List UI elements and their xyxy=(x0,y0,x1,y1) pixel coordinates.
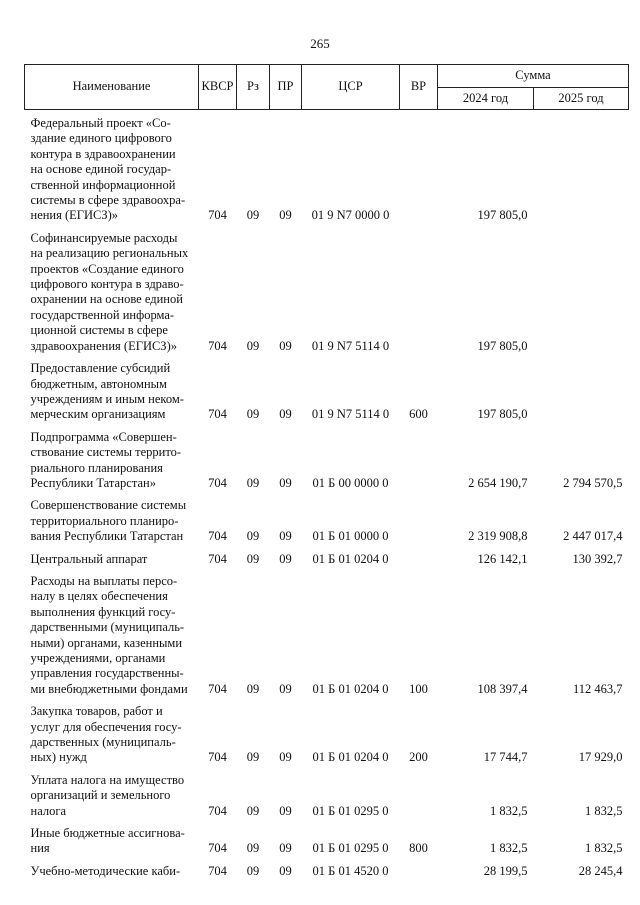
row-vr xyxy=(400,227,438,357)
row-vr xyxy=(400,860,438,882)
table-row xyxy=(25,548,629,570)
row-name: Учебно-методические каби- xyxy=(30,863,181,878)
row-kvsr: 704 xyxy=(208,551,227,566)
row-kvsr: 704 xyxy=(208,407,227,422)
row-name: Подпрограмма «Совершен- ствование системы террито- риального планирования Республики Татарстан» xyxy=(30,429,182,490)
header-pr: ПР xyxy=(270,65,302,110)
header-name: Наименование xyxy=(25,65,199,110)
row-name: Центральный аппарат xyxy=(30,551,148,566)
header-kvsr: КВСР xyxy=(199,65,237,110)
header-year-2024: 2024 год xyxy=(438,88,534,110)
table-row xyxy=(25,769,629,822)
row-kvsr: 704 xyxy=(208,841,227,856)
row-sum-2025: 17 929,0 xyxy=(578,750,623,765)
row-pr: 09 xyxy=(279,475,292,490)
row-vr xyxy=(400,110,438,227)
row-name: Уплата налога на имущество организаций и земельного налога xyxy=(30,772,185,818)
row-vr: 100 xyxy=(409,681,428,696)
row-name: Совершенствование системы территориального планиро- вания Республики Татарстан xyxy=(30,498,187,544)
row-sum-2024: 1 832,5 xyxy=(490,803,528,818)
table-row xyxy=(25,110,629,227)
row-kvsr: 704 xyxy=(208,475,227,490)
row-name: Закупка товаров, работ и услуг для обеспечения госу- дарственных (муниципаль- ных) нужд xyxy=(30,704,182,765)
budget-table xyxy=(24,64,629,882)
table-header xyxy=(25,65,629,110)
row-sum-2025: 2 794 570,5 xyxy=(563,475,623,490)
row-sum-2025: 130 392,7 xyxy=(572,551,623,566)
table-body xyxy=(25,110,629,883)
row-kvsr: 704 xyxy=(208,681,227,696)
row-csr: 01 9 N7 5114 0 xyxy=(311,338,390,353)
row-sum-2025: 1 832,5 xyxy=(585,841,623,856)
table-row xyxy=(25,700,629,769)
row-sum-2024: 1 832,5 xyxy=(490,841,528,856)
row-rz: 09 xyxy=(246,407,260,422)
table-row xyxy=(25,860,629,882)
row-sum-2024: 2 654 190,7 xyxy=(468,475,528,490)
row-csr: 01 9 N7 0000 0 xyxy=(311,208,390,223)
row-pr: 09 xyxy=(279,803,292,818)
row-csr: 01 Б 00 0000 0 xyxy=(312,475,389,490)
row-sum-2025: 112 463,7 xyxy=(572,681,623,696)
row-pr: 09 xyxy=(279,529,292,544)
row-csr: 01 Б 01 0000 0 xyxy=(312,529,389,544)
row-vr: 200 xyxy=(409,750,428,765)
row-pr: 09 xyxy=(279,750,292,765)
table-row xyxy=(25,357,629,426)
table-row xyxy=(25,494,629,547)
row-pr: 09 xyxy=(279,407,292,422)
row-kvsr: 704 xyxy=(208,803,227,818)
row-sum-2024: 2 319 908,8 xyxy=(468,529,528,544)
table-row xyxy=(25,227,629,357)
row-rz: 09 xyxy=(246,338,260,353)
row-sum-2024: 197 805,0 xyxy=(477,338,528,353)
row-name: Иные бюджетные ассигнова- ния xyxy=(30,826,185,856)
row-vr xyxy=(400,426,438,495)
row-rz: 09 xyxy=(246,208,260,223)
row-rz: 09 xyxy=(246,681,260,696)
row-pr: 09 xyxy=(279,841,292,856)
row-sum-2024: 197 805,0 xyxy=(477,407,528,422)
header-sum: Сумма xyxy=(438,65,629,88)
row-kvsr: 704 xyxy=(208,750,227,765)
table-row xyxy=(25,570,629,700)
row-name: Предоставление субсидий бюджетным, автономным учреждениям и иным неком- мерческим организациям xyxy=(30,361,184,422)
row-sum-2025: 28 245,4 xyxy=(578,863,623,878)
row-sum-2024: 17 744,7 xyxy=(483,750,528,765)
row-sum-2024: 126 142,1 xyxy=(477,551,528,566)
row-pr: 09 xyxy=(279,863,292,878)
row-kvsr: 704 xyxy=(208,208,227,223)
row-csr: 01 Б 01 0204 0 xyxy=(312,750,389,765)
header-rz: Рз xyxy=(237,65,270,110)
row-sum-2024: 197 805,0 xyxy=(477,208,528,223)
table-row xyxy=(25,426,629,495)
row-rz: 09 xyxy=(246,529,260,544)
header-csr: ЦСР xyxy=(302,65,400,110)
row-rz: 09 xyxy=(246,475,260,490)
row-csr: 01 Б 01 0295 0 xyxy=(312,841,389,856)
row-kvsr: 704 xyxy=(208,338,227,353)
row-sum-2025 xyxy=(534,227,629,357)
row-name: Расходы на выплаты персо- налу в целях обеспечения выполнения функций госу- дарственными (муниципаль- ными) органами, казенными учреждениями, органами управления государственны- ми внебюджетными фондами xyxy=(30,573,188,696)
row-pr: 09 xyxy=(279,338,292,353)
row-vr: 600 xyxy=(409,407,428,422)
header-vr: ВР xyxy=(400,65,438,110)
row-vr xyxy=(400,769,438,822)
row-vr: 800 xyxy=(409,841,428,856)
row-csr: 01 Б 01 0204 0 xyxy=(312,681,389,696)
row-kvsr: 704 xyxy=(208,863,227,878)
row-pr: 09 xyxy=(279,681,292,696)
row-pr: 09 xyxy=(279,208,292,223)
row-sum-2024: 28 199,5 xyxy=(483,863,528,878)
row-vr xyxy=(400,494,438,547)
row-rz: 09 xyxy=(246,750,260,765)
page-number: 265 xyxy=(310,36,330,51)
row-rz: 09 xyxy=(246,551,260,566)
row-rz: 09 xyxy=(246,803,260,818)
row-csr: 01 Б 01 0295 0 xyxy=(312,803,389,818)
row-name: Софинансируемые расходы на реализацию региональных проектов «Создание единого цифрового контура в здраво- охранении на основе единой государственной информа- ционной системы в сфере здравоохранения (ЕГИСЗ)» xyxy=(30,230,189,353)
header-year-2025: 2025 год xyxy=(534,88,629,110)
row-sum-2025 xyxy=(534,110,629,227)
row-vr xyxy=(400,548,438,570)
row-sum-2025 xyxy=(534,357,629,426)
row-kvsr: 704 xyxy=(208,529,227,544)
row-sum-2024: 108 397,4 xyxy=(477,681,528,696)
row-sum-2025: 2 447 017,4 xyxy=(563,529,623,544)
row-csr: 01 9 N7 5114 0 xyxy=(311,407,390,422)
row-csr: 01 Б 01 4520 0 xyxy=(312,863,389,878)
row-name: Федеральный проект «Со- здание единого цифрового контура в здравоохранении на основе единой государ- ственной информационной системы в сфере здравоохра- нения (ЕГИСЗ)» xyxy=(30,116,186,223)
table-row xyxy=(25,822,629,860)
row-sum-2025: 1 832,5 xyxy=(585,803,623,818)
row-csr: 01 Б 01 0204 0 xyxy=(312,551,389,566)
row-pr: 09 xyxy=(279,551,292,566)
row-rz: 09 xyxy=(246,863,260,878)
row-rz: 09 xyxy=(246,841,260,856)
